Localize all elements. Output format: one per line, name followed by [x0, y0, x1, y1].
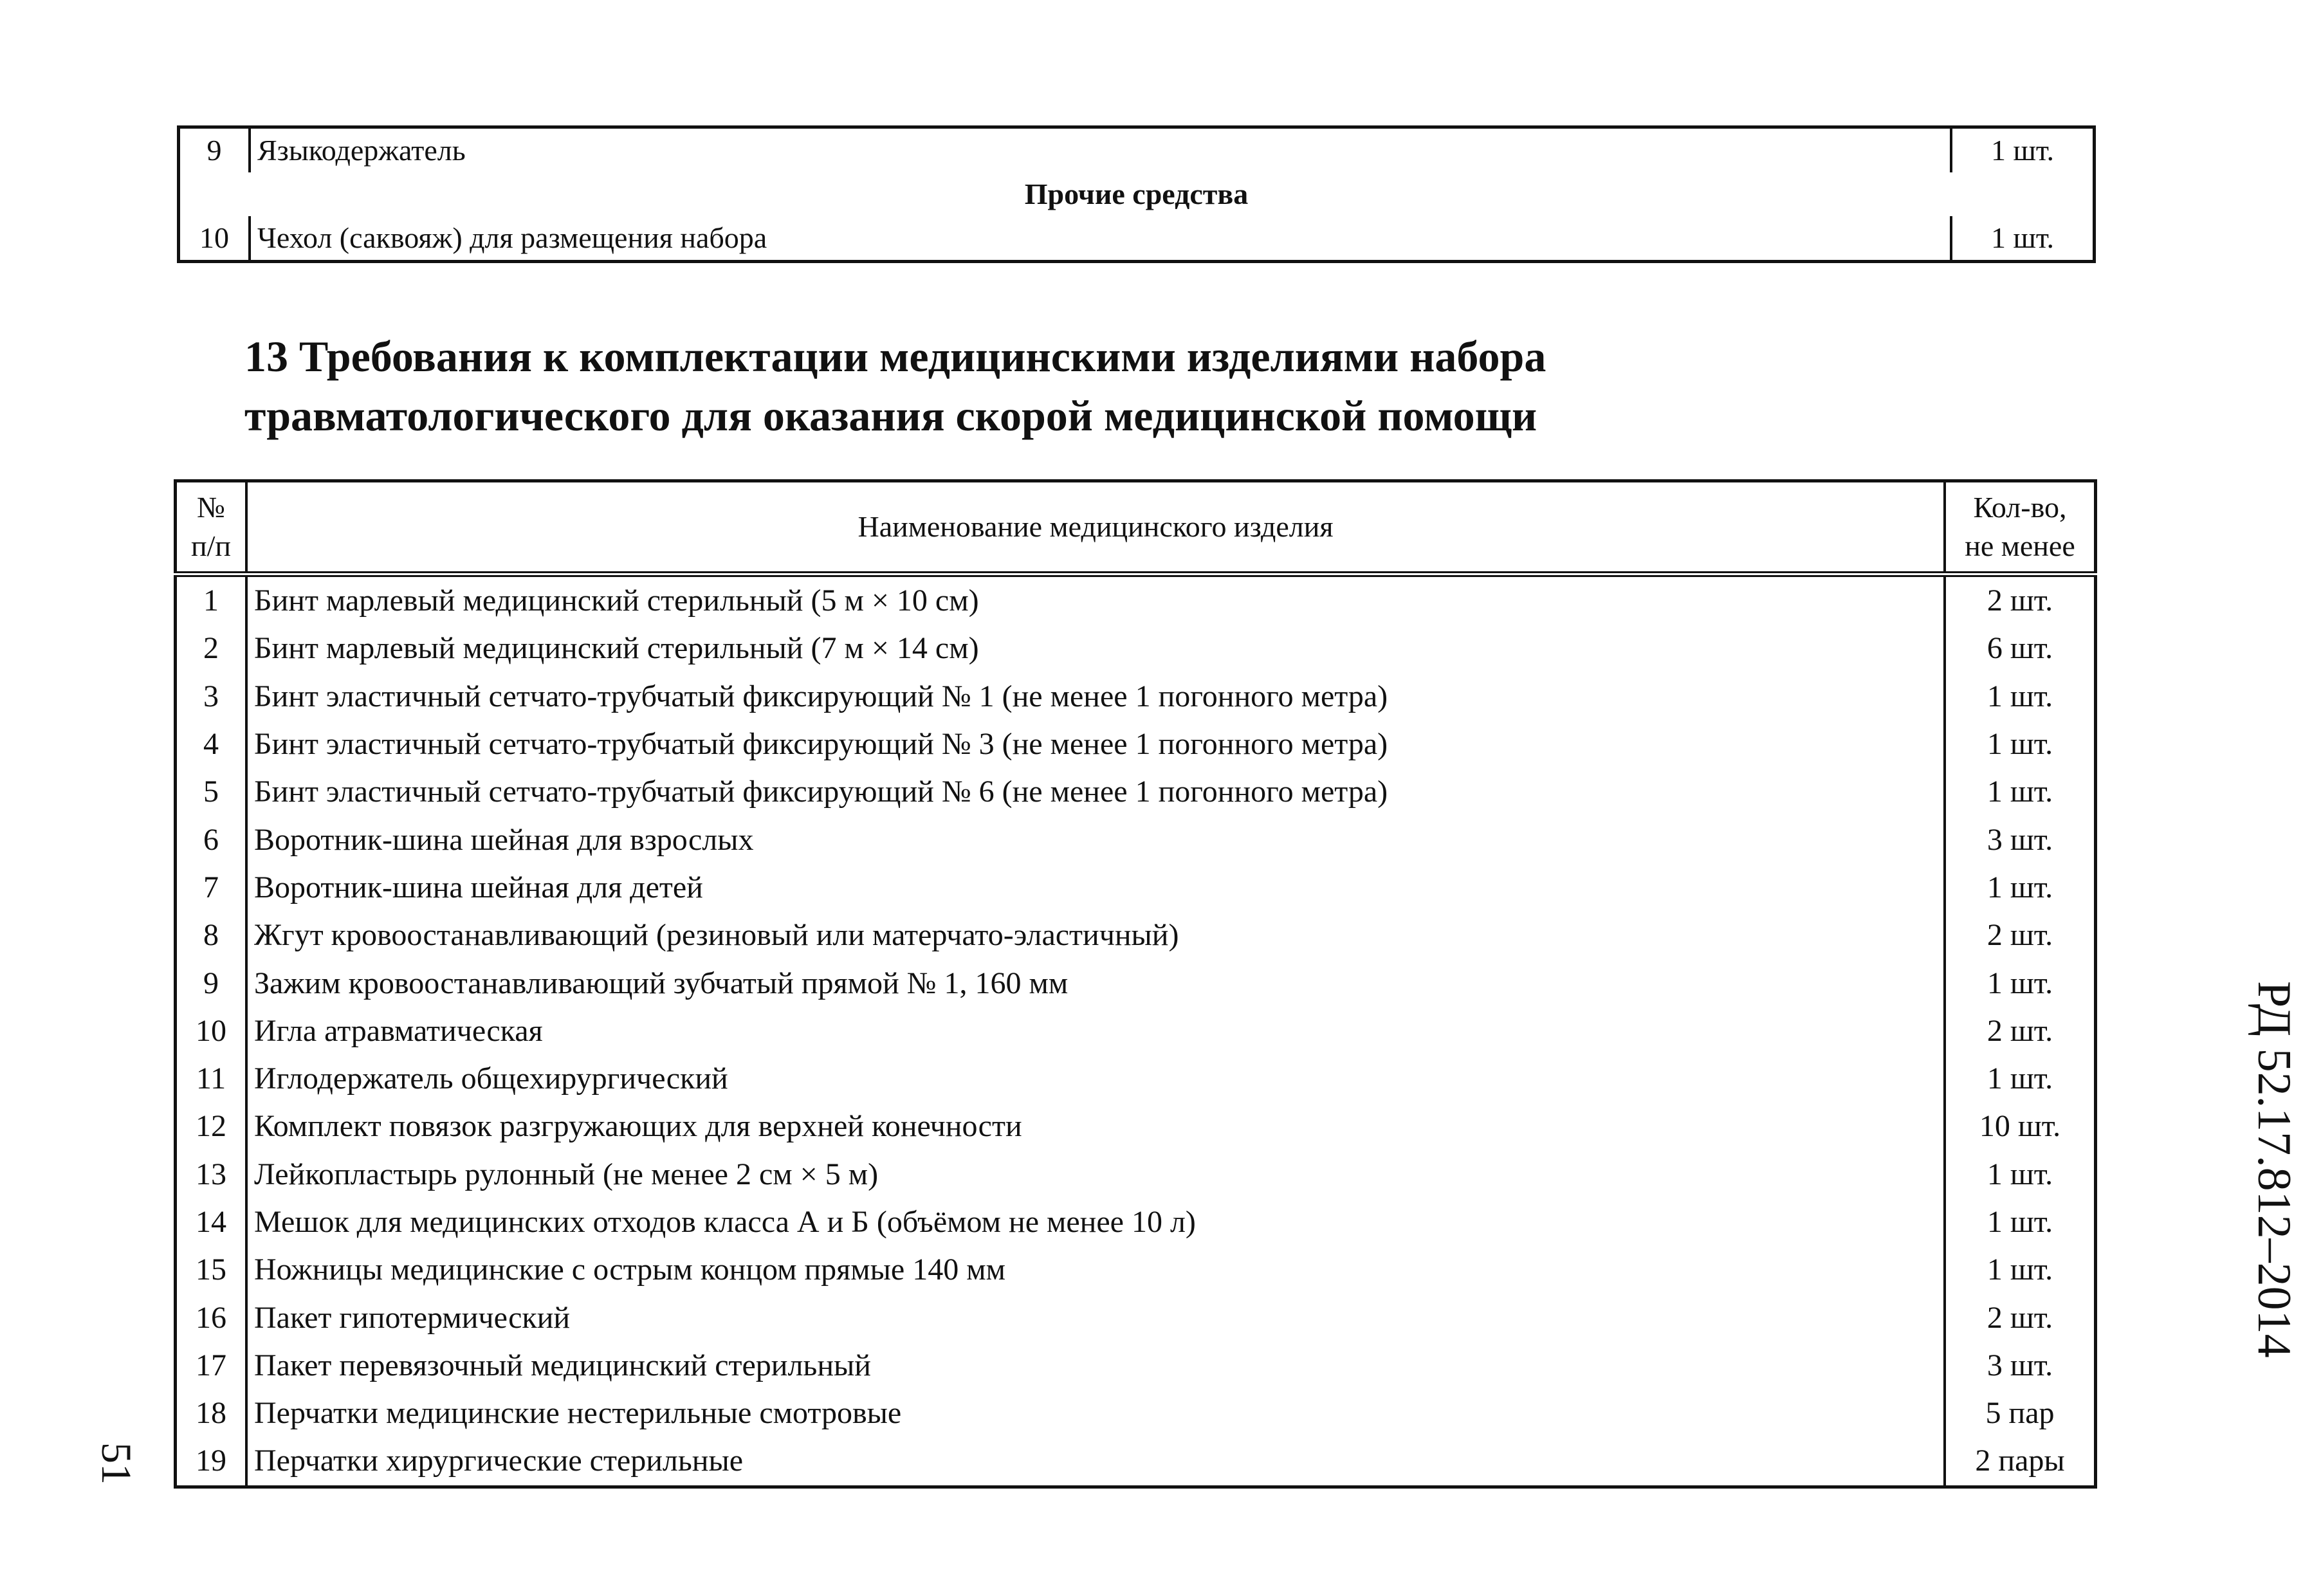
row-number: 13: [176, 1151, 247, 1198]
item-quantity: 1 шт.: [1986, 727, 2053, 762]
item-quantity: 1 шт.: [1986, 1252, 2053, 1287]
item-quantity: 2 шт.: [1986, 583, 2053, 618]
row-number: 6: [176, 816, 247, 863]
item-quantity: 2 шт.: [1986, 918, 2053, 953]
table-row: [176, 1390, 2096, 1437]
item-name: Пакет гипотермический: [246, 1294, 1945, 1341]
header-number-line-1: №: [197, 491, 225, 524]
page-number: 51: [93, 1442, 140, 1485]
item-quantity: 3 шт.: [1986, 1348, 2053, 1382]
item-quantity: 1 шт.: [1986, 966, 2053, 1000]
table-row: [179, 216, 2095, 262]
header-name: Наименование медицинского изделия: [246, 481, 1945, 574]
table-row: [176, 1007, 2096, 1055]
item-quantity: 6 шт.: [1986, 631, 2053, 666]
item-name: Языкодержатель: [250, 127, 1951, 173]
item-quantity: 1 шт.: [1986, 870, 2053, 904]
row-number: 3: [176, 673, 247, 720]
item-quantity: 1 шт.: [1986, 1157, 2053, 1191]
table-header-row: [176, 481, 2096, 574]
row-number: 16: [176, 1294, 247, 1341]
item-quantity: 2 шт.: [1986, 1013, 2053, 1048]
item-quantity: 1 шт.: [1986, 775, 2053, 809]
table-row: [176, 720, 2096, 768]
row-number: 18: [176, 1390, 247, 1437]
table-row: [176, 1198, 2096, 1246]
table-row: [176, 864, 2096, 912]
row-number: 10: [176, 1007, 247, 1055]
item-name: Бинт эластичный сетчато-трубчатый фиксирующий № 6 (не менее 1 погонного метра): [246, 768, 1945, 816]
table-row: [176, 625, 2096, 672]
table-row: [176, 959, 2096, 1007]
item-quantity: 3 шт.: [1986, 822, 2053, 857]
table-row: [176, 1246, 2096, 1294]
table-row: [176, 1103, 2096, 1150]
table-row: [179, 127, 2095, 173]
table-row: [176, 673, 2096, 720]
section-row: [179, 172, 2095, 216]
item-name: Воротник-шина шейная для взрослых: [246, 816, 1945, 863]
row-number: 7: [176, 864, 247, 912]
item-name: Иглодержатель общехирургический: [246, 1055, 1945, 1103]
table-row: [176, 1437, 2096, 1487]
item-name: Перчатки хирургические стерильные: [246, 1437, 1945, 1487]
row-number: 14: [176, 1198, 247, 1246]
row-number: 4: [176, 720, 247, 768]
item-quantity: 10 шт.: [1979, 1109, 2061, 1144]
item-name: Бинт марлевый медицинский стерильный (5 м × 10 см): [246, 574, 1945, 625]
item-quantity: 1 шт.: [1986, 679, 2053, 713]
header-quantity: [1945, 481, 2096, 574]
item-name: Бинт эластичный сетчато-трубчатый фиксирующий № 3 (не менее 1 погонного метра): [246, 720, 1945, 768]
row-number: 10: [179, 216, 250, 262]
table-row: [176, 1055, 2096, 1103]
heading-line-2: травматологического для оказания скорой медицинской помощи: [244, 391, 1537, 440]
row-number: 12: [176, 1103, 247, 1150]
item-name: Комплект повязок разгружающих для верхней конечности: [246, 1103, 1945, 1150]
header-quantity-line-2: не менее: [1965, 529, 2075, 562]
table-row: [176, 574, 2096, 625]
table-row: [176, 1294, 2096, 1341]
heading-line-1: 13 Требования к комплектации медицинскими изделиями набора: [244, 332, 1546, 381]
equipment-table: [174, 479, 2097, 1489]
table-row: [176, 816, 2096, 863]
item-name: Мешок для медицинских отходов класса А и Б (объёмом не менее 10 л): [246, 1198, 1945, 1246]
row-number: 2: [176, 625, 247, 672]
row-number: 1: [176, 574, 247, 625]
header-quantity-line-1: Кол-во,: [1973, 491, 2067, 524]
item-name: Пакет перевязочный медицинский стерильный: [246, 1342, 1945, 1390]
row-number: 15: [176, 1246, 247, 1294]
item-name: Чехол (саквояж) для размещения набора: [250, 216, 1951, 262]
row-number: 17: [176, 1342, 247, 1390]
item-quantity: 5 пар: [1985, 1396, 2055, 1431]
table-row: [176, 912, 2096, 959]
row-number: 19: [176, 1437, 247, 1487]
item-quantity: 1 шт.: [1986, 1205, 2053, 1239]
row-number: 8: [176, 912, 247, 959]
item-quantity: 1 шт.: [1990, 221, 2055, 254]
item-name: Ножницы медицинские с острым концом прямые 140 мм: [246, 1246, 1945, 1294]
item-name: Воротник-шина шейная для детей: [246, 864, 1945, 912]
table-row: [176, 768, 2096, 816]
item-name: Бинт марлевый медицинский стерильный (7 м × 14 см): [246, 625, 1945, 672]
item-quantity: 1 шт.: [1990, 134, 2055, 167]
header-number-line-2: п/п: [190, 529, 231, 562]
item-quantity: 1 шт.: [1986, 1061, 2053, 1096]
row-number: 11: [176, 1055, 247, 1103]
row-number: 5: [176, 768, 247, 816]
document-code: РД 52.17.812–2014: [2248, 981, 2300, 1358]
item-name: Перчатки медицинские нестерильные смотровые: [246, 1390, 1945, 1437]
item-name: Лейкопластырь рулонный (не менее 2 см × 5 м): [246, 1151, 1945, 1198]
item-quantity: 2 пары: [1975, 1444, 2065, 1478]
item-name: Бинт эластичный сетчато-трубчатый фиксирующий № 1 (не менее 1 погонного метра): [246, 673, 1945, 720]
item-name: Зажим кровоостанавливающий зубчатый прямой № 1, 160 мм: [246, 959, 1945, 1007]
continuation-table: [177, 125, 2096, 263]
section-heading: [244, 327, 2046, 445]
header-number: [176, 481, 247, 574]
section-title: Прочие средства: [1024, 178, 1249, 210]
item-quantity: 2 шт.: [1986, 1300, 2053, 1335]
table-row: [176, 1151, 2096, 1198]
item-name: Игла атравматическая: [246, 1007, 1945, 1055]
row-number: 9: [179, 127, 250, 173]
table-body: [176, 574, 2096, 1487]
row-number: 9: [176, 959, 247, 1007]
item-name: Жгут кровоостанавливающий (резиновый или матерчато-эластичный): [246, 912, 1945, 959]
table-row: [176, 1342, 2096, 1390]
